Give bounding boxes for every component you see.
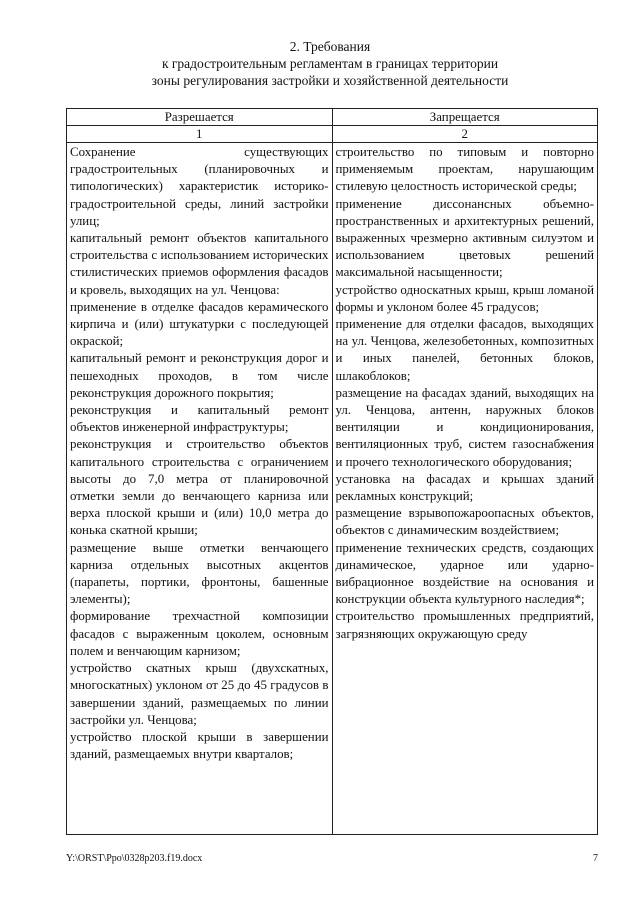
forbidden-item: установка на фасадах и крышах зданий рекламных конструкций; [335,471,594,504]
allowed-item: устройство скатных крыш (двухскатных, многоскатных) уклоном от 25 до 45 градусов в завершении зданий, размещаемых по линии застройки ул. Ченцова; [70,661,329,727]
forbidden-item: применение диссонансных объемно-пространственных и архитектурных решений, выраженных чрезмерно активным силуэтом и использованием цветовых решений максимальной насыщенности; [335,196,594,280]
column-number-2: 2 [332,126,598,143]
forbidden-item: размещение взрывопожароопасных объектов, объектов с динамическим воздействием; [335,506,594,538]
column-number-1: 1 [67,126,333,143]
forbidden-item: строительство по типовым и повторно применяемым проектам, нарушающим стилевую целостность исторической среды; [335,145,594,194]
content-row [67,143,598,835]
header-row [67,109,598,126]
forbidden-cell [332,143,598,835]
forbidden-item: применение технических средств, создающих динамическое, ударное или ударно-вибрационное воздействие на основания и конструкции объекта культурного наследия*; [335,540,594,607]
allowed-item: капитальный ремонт и реконструкция дорог и пешеходных проходов, в том числе реконструкция дорожного покрытия; [70,351,329,400]
heading-line-1: 2. Требования [289,39,371,54]
column-header-allowed: Разрешается [67,109,333,126]
allowed-cell [67,143,333,835]
allowed-item: размещение выше отметки венчающего карниза отдельных высотных акцентов (парапеты, портики, фронтоны, башенные элементы); [70,540,329,607]
section-heading [60,38,600,89]
allowed-item: Сохранение существующих градостроительных (планировочных и типологических) характеристик историко-градостроительной среды, линий застройки улиц; [70,145,329,228]
allowed-item: формирование трехчастной композиции фасадов с выраженным цоколем, основным полем и венчающим карнизом; [70,609,329,658]
page-number: 7 [593,853,598,864]
forbidden-item: строительство промышленных предприятий, загрязняющих окружающую среду [335,609,594,641]
heading-line-3: зоны регулирования застройки и хозяйственной деятельности [151,73,509,88]
allowed-item: применение в отделке фасадов керамического кирпича и (или) штукатурки с последующей окраской; [70,299,329,349]
forbidden-item: устройство односкатных крыш, крыш ломаной формы и уклоном более 45 градусов; [335,282,594,314]
allowed-item: капитальный ремонт объектов капитального строительства с использованием исторических стилистических приемов оформления фасадов и кровель, выходящих на ул. Ченцова: [70,231,329,297]
requirements-table [66,108,598,835]
heading-line-2: к градостроительным регламентам в границах территории [161,56,499,71]
column-header-forbidden: Запрещается [332,109,598,126]
file-path: Y:\ORST\Ppo\0328p203.f19.docx [66,853,203,864]
allowed-item: устройство плоской крыши в завершении зданий, размещаемых внутри кварталов; [70,729,329,762]
allowed-item: реконструкция и строительство объектов капитального строительства с ограничением высоты до 7,0 метра от планировочной отметки земли до венчающего карниза или верха плоской крыши и (или) 10,0 метра до конька скатной крыши; [70,437,329,538]
number-row [67,126,598,143]
forbidden-item: размещение на фасадах зданий, выходящих на ул. Ченцова, антенн, наружных блоков вентиляции и кондиционирования, вентиляционных труб, систем газоснабжения и прочего технологического оборудования; [335,385,594,469]
allowed-item: реконструкция и капитальный ремонт объектов инженерной инфраструктуры; [70,403,329,435]
page-footer [66,853,598,864]
forbidden-item: применение для отделки фасадов, выходящих на ул. Ченцова, железобетонных, композитных и иных панелей, бетонных блоков, шлакоблоков; [335,317,594,383]
